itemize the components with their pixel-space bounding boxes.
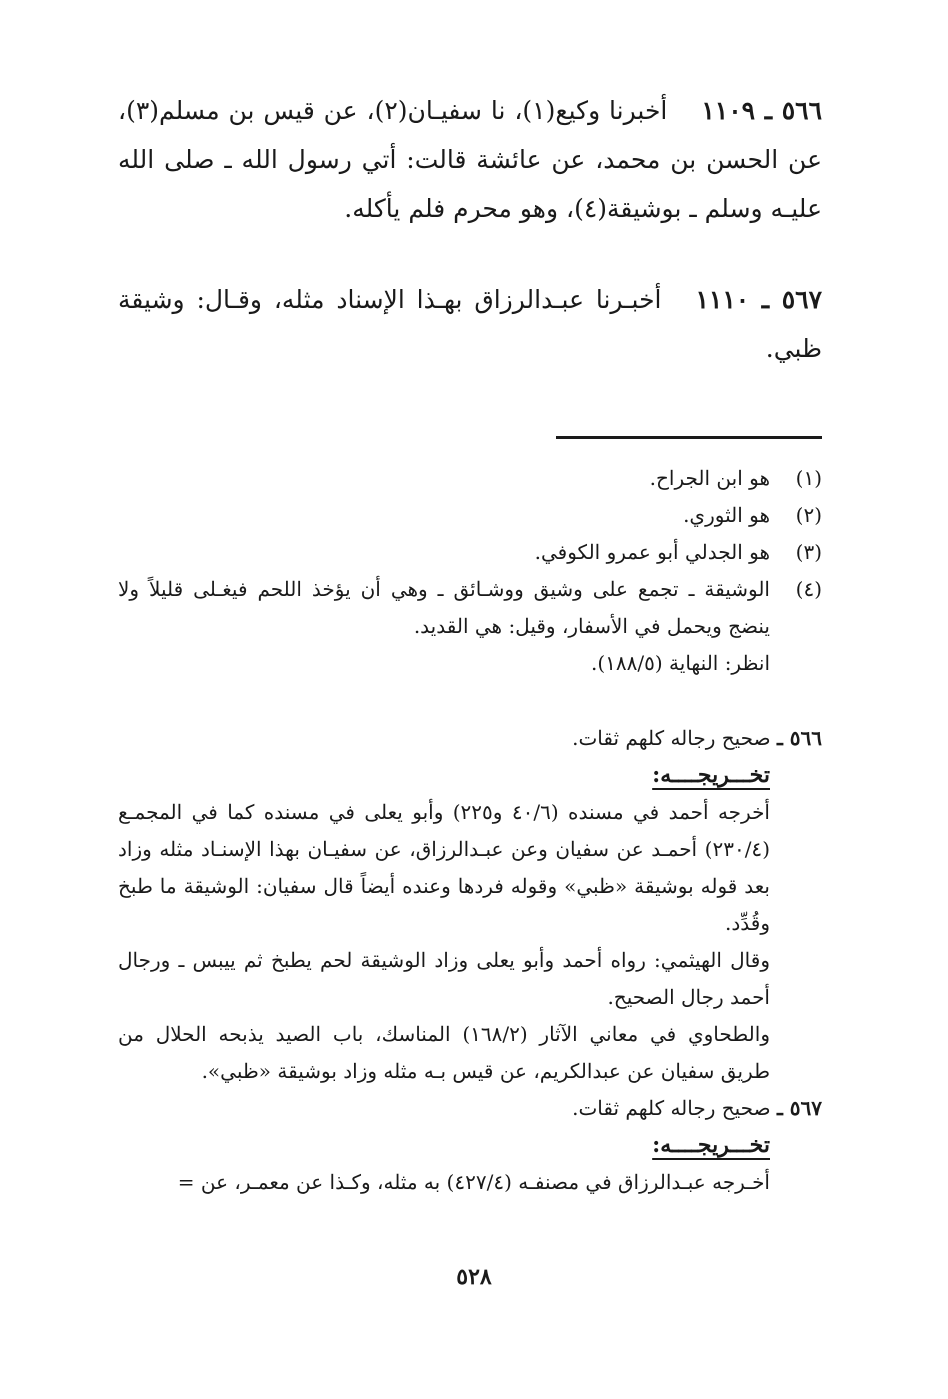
footnote-reference: انظر: النهاية (١٨٨/٥). xyxy=(591,651,770,675)
page-number: ٥٢٨ xyxy=(456,1264,492,1290)
commentary-intro-line xyxy=(118,720,822,757)
footnote-body xyxy=(118,571,770,682)
footnote-1 xyxy=(118,460,822,497)
footnote-number: (٢) xyxy=(795,503,822,527)
commentary-number: ٥٦٧ ـ xyxy=(776,1096,822,1120)
commentary-567 xyxy=(118,1090,822,1201)
footnote-separator xyxy=(556,436,822,439)
footnotes xyxy=(118,460,822,682)
hadith-number: ٥٦٧ ـ ١١١٠ xyxy=(695,285,823,314)
footnote-number: (١) xyxy=(795,466,822,490)
commentary-intro: صحيح رجاله كلهم ثقات. xyxy=(572,726,771,750)
commentary-paragraph: والطحاوي في معاني الآثار (١٦٨/٢) المناسك، باب الصيد يذبحه الحلال من طريق سفيان عن عبدالكريم، عن قيس بـه مثله وزاد بوشيقة «ظبي». xyxy=(118,1022,770,1083)
footnote-text: هو الثوري. xyxy=(683,503,770,527)
footnote-number: (٤) xyxy=(795,577,822,601)
takhrij-heading: تخـــريجــــه: xyxy=(652,762,770,788)
commentary-566 xyxy=(118,720,822,1090)
commentary-body xyxy=(118,757,822,1090)
hadith-number: ٥٦٦ ـ ١١٠٩ xyxy=(701,96,823,125)
commentary-intro-line xyxy=(118,1090,822,1127)
footnote-number: (٣) xyxy=(795,540,822,564)
commentary xyxy=(118,720,822,1201)
hadith-text: أخبـرنا عبـدالرزاق بهـذا الإسناد مثله، وقـال: وشيقة ظبي. xyxy=(118,285,822,363)
hadith-567 xyxy=(118,275,822,373)
footnote-4 xyxy=(118,571,822,682)
footnote-2 xyxy=(118,497,822,534)
footnote-3 xyxy=(118,534,822,571)
takhrij-heading: تخـــريجــــه: xyxy=(652,1132,770,1158)
commentary-paragraph: أخـرجه عبـدالرزاق في مصنفـه (٤٢٧/٤) به مثله، وكـذا عن معمـر، عن = xyxy=(177,1170,770,1194)
commentary-body xyxy=(118,1127,822,1201)
footnote-text: هو الجدلي أبو عمرو الكوفي. xyxy=(534,540,770,564)
hadith-566 xyxy=(118,86,822,233)
footnote-text: الوشيقة ـ تجمع على وشيق ووشـائق ـ وهي أن يؤخذ اللحم فيغـلى قليلاً ولا ينضج ويحمل في الأسفار، وقيل: هي القديد. xyxy=(118,577,770,638)
footnote-text: هو ابن الجراح. xyxy=(649,466,770,490)
commentary-number: ٥٦٦ ـ xyxy=(776,726,822,750)
commentary-paragraph: وقال الهيثمي: رواه أحمد وأبو يعلى وزاد الوشيقة لحم يطبخ ثم ييبس ـ ورجال أحمد رجال الصحيح. xyxy=(118,948,770,1009)
commentary-paragraph: أخرجه أحمد في مسنده (٤٠/٦ و٢٢٥) وأبو يعلى في مسنده كما في المجمـع (٢٣٠/٤) أحمـد عن سفيان وعن عبـدالرزاق، عن سفيـان بهذا الإسنـاد مثله وزاد بعد قوله بوشيقة «ظبي» وقوله فردها وعنده أيضاً قال سفيان: الوشيقة ما طبخ وقُدِّد. xyxy=(118,800,770,935)
commentary-intro: صحيح رجاله كلهم ثقات. xyxy=(572,1096,771,1120)
hadith-text: أخبرنا وكيع(١)، نا سفيـان(٢)، عن قيس بن مسلم(٣)، عن الحسن بن محمد، عن عائشة قالت: أتي رسول الله ـ صلى الله عليـه وسلم ـ بوشيقة(٤)، وهو محرم فلم يأكله. xyxy=(118,96,822,223)
